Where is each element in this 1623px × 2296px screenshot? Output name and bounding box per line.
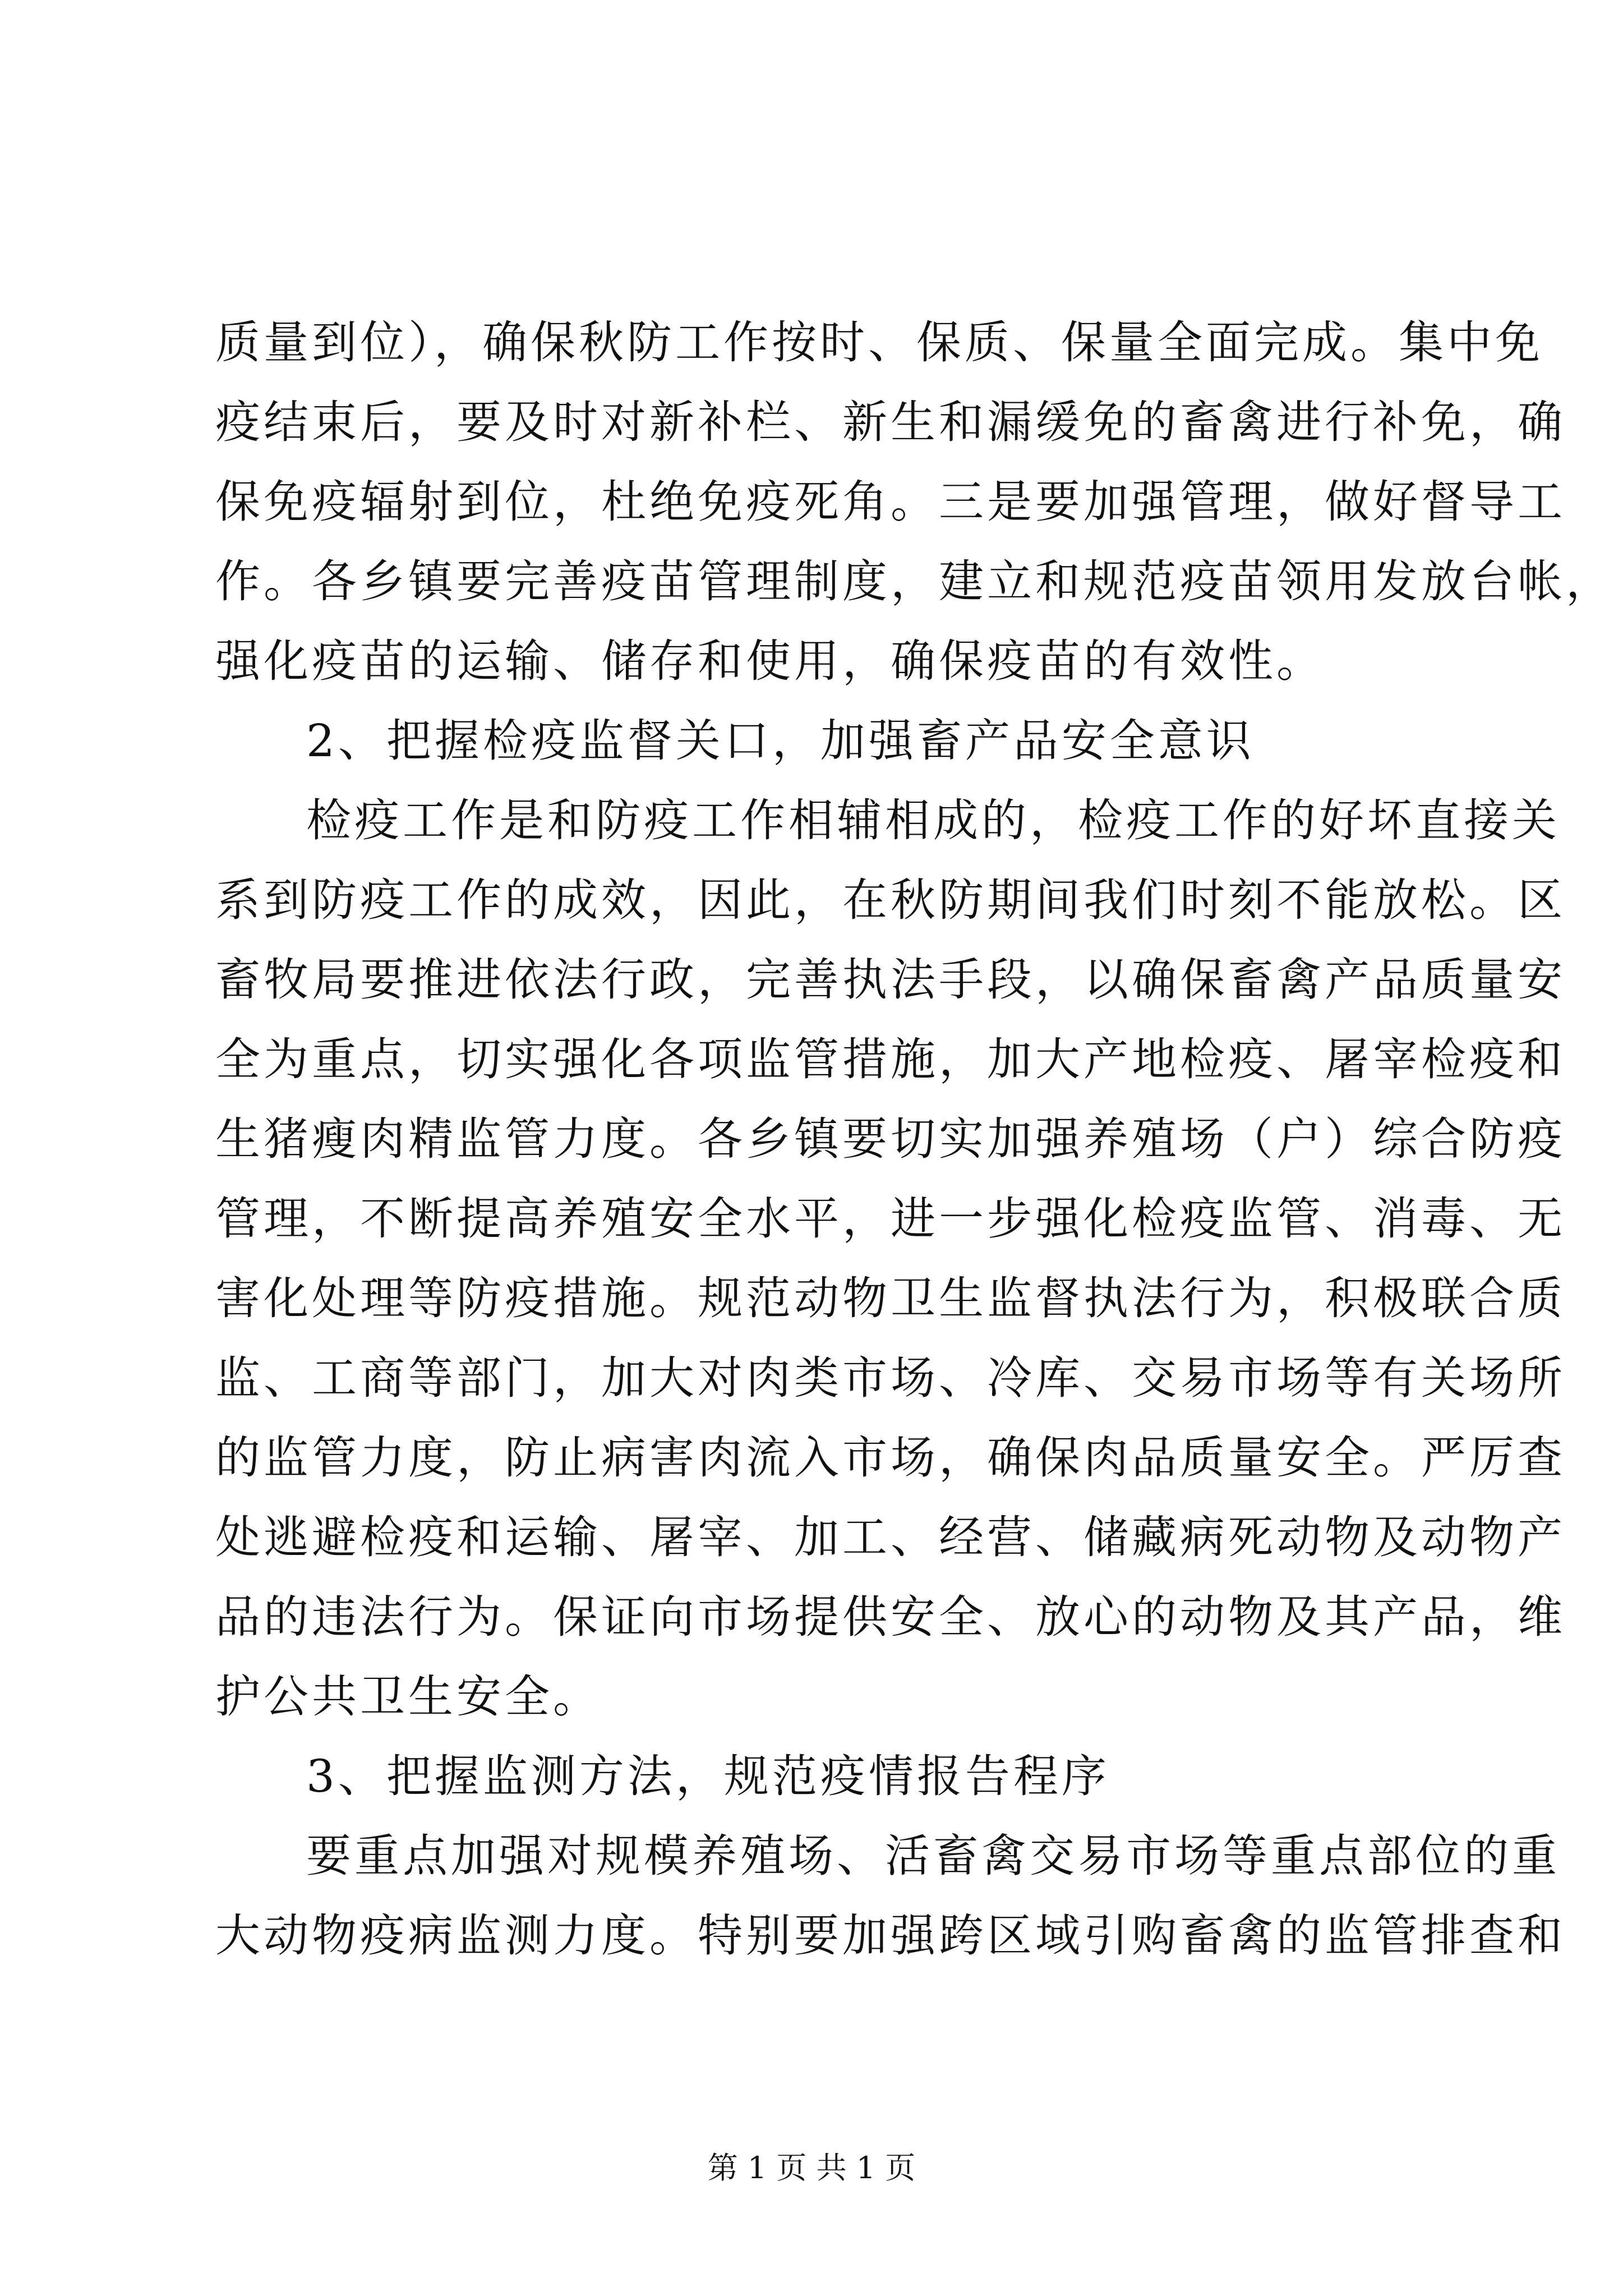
body-line: 畜牧局要推进依法行政，完善执法手段，以确保畜禽产品质量安 <box>215 954 1566 1006</box>
body-line: 大动物疫病监测力度。特别要加强跨区域引购畜禽的监管排查和 <box>215 1910 1566 1962</box>
body-line: 疫结束后，要及时对新补栏、新生和漏缓免的畜禽进行补免，确 <box>215 396 1566 448</box>
body-line: 品的违法行为。保证向市场提供安全、放心的动物及其产品，维 <box>215 1591 1566 1643</box>
body-line: 的监管力度，防止病害肉流入市场，确保肉品质量安全。严厉查 <box>215 1432 1566 1484</box>
body-line: 检疫工作是和防疫工作相辅相成的，检疫工作的好坏直接关 <box>306 794 1560 846</box>
body-line: 生猪瘦肉精监管力度。各乡镇要切实加强养殖场（户）综合防疫 <box>215 1113 1566 1165</box>
body-line: 全为重点，切实强化各项监管措施，加大产地检疫、屠宰检疫和 <box>215 1033 1566 1085</box>
body-line: 强化疫苗的运输、储存和使用，确保疫苗的有效性。 <box>215 635 1325 687</box>
body-line: 害化处理等防疫措施。规范动物卫生监督执法行为，积极联合质 <box>215 1272 1566 1324</box>
body-line: 处逃避检疫和运输、屠宰、加工、经营、储藏病死动物及动物产 <box>215 1511 1566 1563</box>
body-line: 质量到位），确保秋防工作按时、保质、保量全面完成。集中免 <box>215 316 1543 369</box>
section-heading: 2、把握检疫监督关口，加强畜产品安全意识 <box>306 715 1255 767</box>
body-line: 作。各乡镇要完善疫苗管理制度，建立和规范疫苗领用发放台帐， <box>215 555 1614 608</box>
page-number-footer: 第 1 页 共 1 页 <box>707 2150 916 2185</box>
body-line: 管理，不断提高养殖安全水平，进一步强化检疫监管、消毒、无 <box>215 1193 1566 1245</box>
body-line: 系到防疫工作的成效，因此，在秋防期间我们时刻不能放松。区 <box>215 874 1566 926</box>
body-line: 护公共卫生安全。 <box>215 1671 601 1723</box>
body-line: 保免疫辐射到位，杜绝免疫死角。三是要加强管理，做好督导工 <box>215 476 1566 528</box>
section-heading: 3、把握监测方法，规范疫情报告程序 <box>306 1750 1110 1802</box>
body-line: 要重点加强对规模养殖场、活畜禽交易市场等重点部位的重 <box>306 1830 1560 1882</box>
body-line: 监、工商等部门，加大对肉类市场、冷库、交易市场等有关场所 <box>215 1352 1566 1404</box>
document-body <box>215 303 1614 1976</box>
